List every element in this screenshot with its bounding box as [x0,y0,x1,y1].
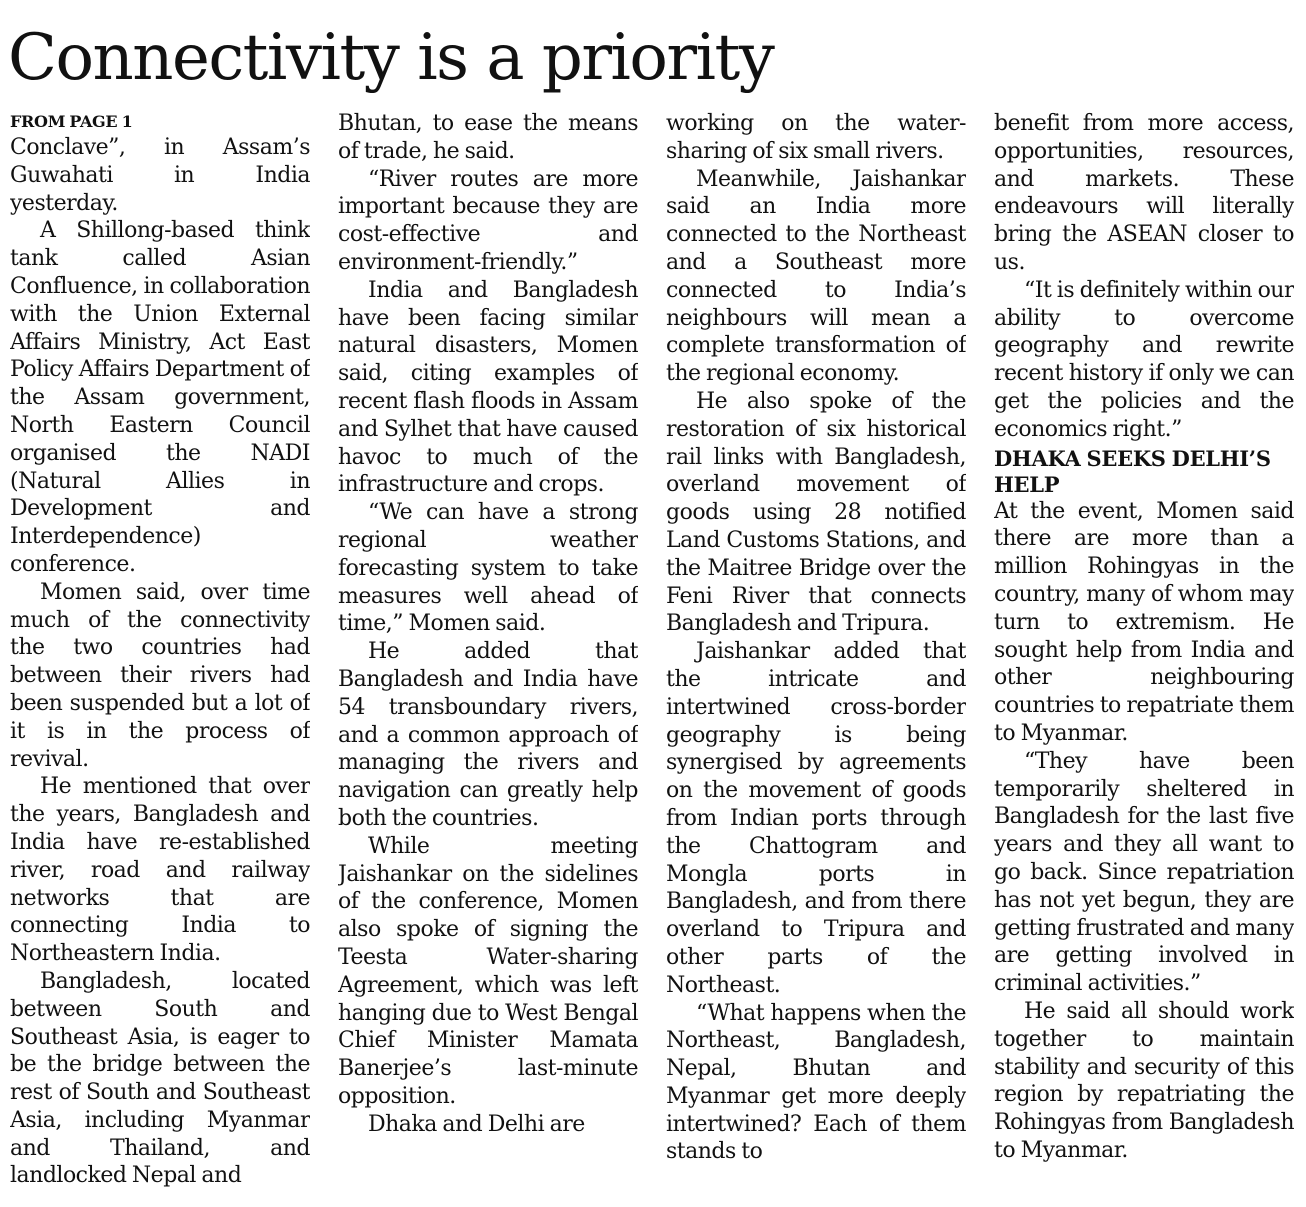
paragraph: “River routes are more important because they are cost-effective and environment-friendly.” [338,166,638,275]
paragraph: He said all should work together to maintain stability and security of this region by repatriating the Rohingyas from Bangladesh to Myanmar. [994,998,1294,1163]
headline: Connectivity is a priority [8,21,774,95]
paragraph: Momen said, over time much of the connectivity the two countries had between their rivers had been suspended but a lot of it is in the process of revival. [10,579,310,772]
paragraph: Meanwhile, Jaishankar said an India more connected to the Northeast and a Southeast more connected to India’s neighbours will mean a complete transformation of the regional economy. [666,166,966,387]
paragraph: benefit from more access, opportunities, resources, and markets. These endeavours will literally bring the ASEAN closer to us. [994,111,1294,275]
paragraph: While meeting Jaishankar on the sidelines of the conference, Momen also spoke of signing the Teesta Water-sharing Agreement, which was left hanging due to West Bengal Chief Minister Mamata Banerjee’s last-minute opposition. [338,833,638,1109]
paragraph: “What happens when the Northeast, Bangladesh, Nepal, Bhutan and Myanmar get more deeply intertwined? Each of them stands to [666,1000,966,1165]
paragraph: India and Bangladesh have been facing similar natural disasters, Momen said, citing examples of recent flash floods in Assam and Sylhet that have caused havoc to much of the infrastructure and crops. [338,277,638,498]
paragraph: Bhutan, to ease the means of trade, he said. [338,111,638,164]
paragraph: working on the water-sharing of six small rivers. [666,111,966,164]
article-body [10,110,1296,1204]
paragraph: Conclave”, in Assam’s Guwahati in India yesterday. [10,135,310,216]
paragraph: Dhaka and Delhi are [368,1111,585,1137]
paragraph: A Shillong-based think tank called Asian Confluence, in collaboration with the Union External Affairs Ministry, Act East Policy Affairs Department of the Assam government, North Eastern Council organised the NADI (Natural Allies in Development and Interdependence) conference. [10,218,310,577]
continued-from-label: FROM PAGE 1 [10,112,133,131]
article-column-2 [338,110,638,1204]
paragraph: “We can have a strong regional weather forecasting system to take measures well ahead of time,” Momen said. [338,500,638,637]
paragraph: At the event, Momen said there are more than a million Rohingyas in the country, many of whom may turn to extremism. He sought help from India and other neighbouring countries to repatriate them to Myanmar. [994,498,1294,746]
paragraph: “They have been temporarily sheltered in Bangladesh for the last five years and they all want to go back. Since repatriation has not yet begun, they are getting frustrated and many are getting involved in criminal activities.” [994,748,1294,997]
paragraph: He mentioned that over the years, Bangladesh and India have re-established river, road and railway networks that are connecting India to Northeastern India. [10,774,310,967]
paragraph: He also spoke of the restoration of six historical rail links with Bangladesh, overland movement of goods using 28 notified Land Customs Stations, and the Maitree Bridge over the Feni River that connects Bangladesh and Tripura. [666,388,966,637]
paragraph: He added that Bangladesh and India have 54 transboundary rivers, and a common approach of managing the rivers and navigation can greatly help both the countries. [338,639,638,831]
paragraph: Bangladesh, located between South and Southeast Asia, is eager to be the bridge between the rest of South and Southeast Asia, including Myanmar and Thailand, and landlocked Nepal and [10,968,310,1189]
section-subhead: DHAKA SEEKS DELHI’S HELP [994,445,1271,497]
paragraph: Jaishankar added that the intricate and intertwined cross-border geography is being synergised by agreements on the movement of goods from Indian ports through the Chattogram and Mongla ports in Bangladesh, and from there overland to Tripura and other parts of the Northeast. [666,639,966,998]
paragraph: “It is definitely within our ability to overcome geography and rewrite recent history if only we can get the policies and the economics right.” [994,277,1294,442]
article-column-3 [666,110,966,1204]
article-column-1 [10,110,310,1204]
article-column-4 [994,110,1294,1204]
